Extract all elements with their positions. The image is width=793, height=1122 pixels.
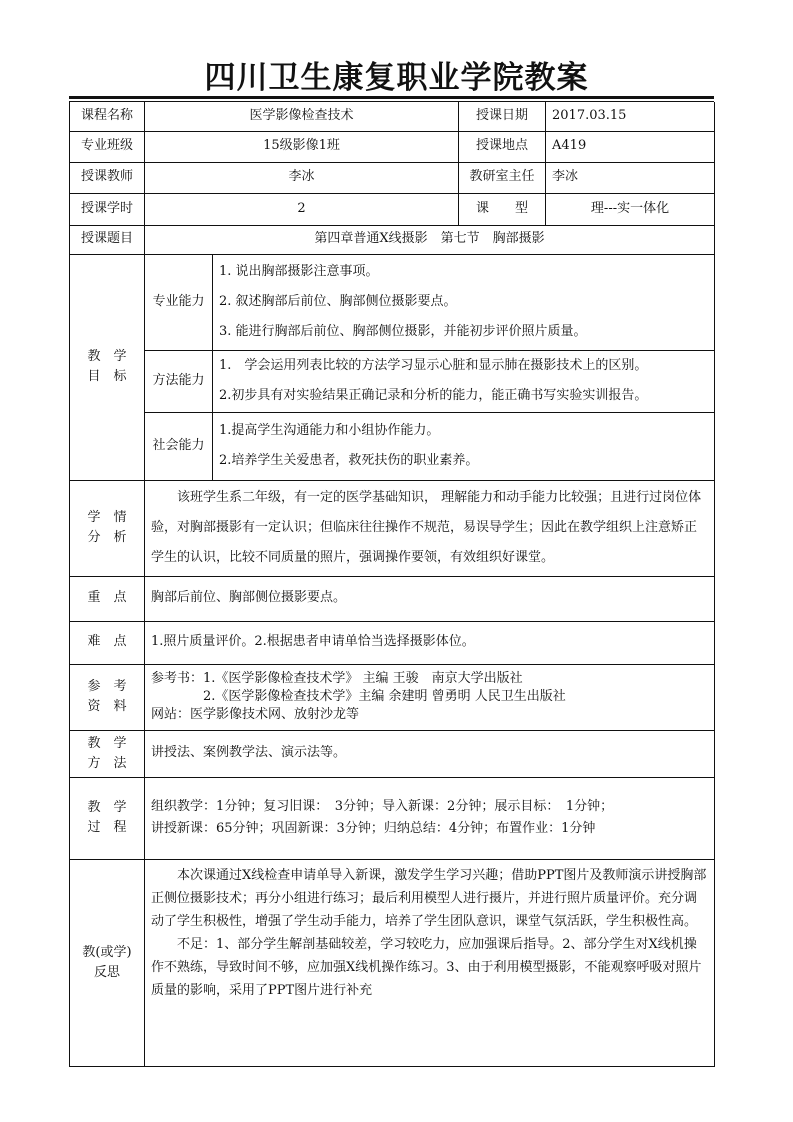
row-references (70, 664, 715, 730)
document-title: 四川卫生康复职业学院教案 (204, 60, 589, 96)
location-label: 授课地点 (459, 131, 546, 162)
reference-line-1: 参考书：1.《医学影像检查技术学》 主编 王骏 南京大学出版社 (151, 671, 523, 686)
location-value: A419 (546, 131, 715, 162)
course-label: 课程名称 (70, 102, 145, 131)
row-objective-professional (70, 254, 715, 350)
teacher-label: 授课教师 (70, 162, 145, 193)
method-item-2: 2.初步具有对实验结果正确记录和分析的能力，能正确书写实验实训报告。 (219, 388, 648, 403)
teaching-method-text: 讲授法、案例教学法、演示法等。 (145, 730, 715, 777)
director-label: 教研室主任 (459, 162, 546, 193)
difficulty-text: 1.照片质量评价。2.根据患者申请单恰当选择摄影体位。 (145, 621, 715, 664)
references-label-line2: 资 料 (87, 699, 127, 714)
type-label: 课 型 (459, 193, 546, 225)
class-value: 15级影像1班 (145, 131, 459, 162)
type-value: 理---实一体化 (546, 193, 715, 225)
reference-line-3: 网站：医学影像技术网、放射沙龙等 (151, 707, 360, 722)
reflection-text (145, 859, 715, 1066)
analysis-label (70, 480, 145, 576)
row-teacher (70, 162, 715, 193)
process-text (145, 777, 715, 859)
topic-label: 授课题目 (70, 225, 145, 254)
process-line-2: 讲授新课：65分钟；巩固新课：3分钟；归纳总结：4分钟；布置作业：1分钟 (151, 821, 596, 836)
reference-line-2: 2.《医学影像检查技术学》主编 余建明 曾勇明 人民卫生出版社 (151, 689, 566, 704)
method-item-1: 1. 学会运用列表比较的方法学习显示心脏和显示肺在摄影技术上的区别。 (219, 358, 648, 373)
professional-ability-items (213, 254, 715, 350)
keypoint-text: 胸部后前位、胸部侧位摄影要点。 (145, 576, 715, 621)
analysis-label-line2: 分 析 (87, 530, 127, 545)
reflection-label-line2: 反思 (93, 964, 120, 980)
row-class (70, 131, 715, 162)
process-line-1: 组织教学：1分钟；复习旧课： 3分钟；导入新课：2分钟；展示目标： 1分钟； (151, 799, 614, 814)
reflection-paragraph-2: 不足：1、部分学生解剖基础较差，学习较吃力，应加强课后指导。2、部分学生对X线机操作不熟练，导致时间不够，应加强X线机操作练习。3、由于利用模型摄影，不能观察呼吸对照片质量的影响，采用了PPT图片进行补充 (151, 936, 702, 998)
row-analysis (70, 480, 715, 576)
keypoint-label: 重 点 (70, 576, 145, 621)
hours-label: 授课学时 (70, 193, 145, 225)
row-reflection (70, 859, 715, 1066)
method-ability-label: 方法能力 (145, 350, 213, 412)
reflection-label-line1: 教(或学) (82, 944, 132, 960)
difficulty-label: 难 点 (70, 621, 145, 664)
process-label-line2: 过 程 (87, 820, 127, 835)
row-teaching-method (70, 730, 715, 777)
references-label (70, 664, 145, 730)
topic-value: 第四章普通X线摄影 第七节 胸部摄影 (145, 225, 715, 254)
row-objective-method (70, 350, 715, 412)
professional-ability-label: 专业能力 (145, 254, 213, 350)
course-value: 医学影像检查技术 (145, 102, 459, 131)
analysis-paragraph: 该班学生系二年级，有一定的医学基础知识， 理解能力和动手能力比较强；且进行过岗位体验，对胸部摄影有一定认识；但临床往往操作不规范，易误导学生；因此在教学组织上注意矫正学生的认识，比较不同质量的照片，强调操作要领，有效组织好课堂。 (151, 490, 702, 565)
row-difficulty (70, 621, 715, 664)
references-text (145, 664, 715, 730)
social-ability-items (213, 412, 715, 480)
hours-value: 2 (145, 193, 459, 225)
reflection-label (70, 859, 145, 1066)
objectives-label (70, 254, 145, 480)
social-item-2: 2.培养学生关爱患者，救死扶伤的职业素养。 (219, 453, 479, 468)
row-keypoint (70, 576, 715, 621)
references-label-line1: 参 考 (87, 679, 127, 694)
row-hours (70, 193, 715, 225)
analysis-label-line1: 学 情 (87, 510, 127, 525)
lesson-plan-table (69, 102, 715, 1067)
class-label: 专业班级 (70, 131, 145, 162)
teaching-method-label-line1: 教 学 (87, 735, 127, 751)
row-course (70, 102, 715, 131)
row-topic (70, 225, 715, 254)
reflection-paragraph-1: 本次课通过X线检查申请单导入新课，激发学生学习兴趣；借助PPT图片及教师演示讲授胸部正侧位摄影技术；再分小组进行练习；最后利用模型人进行摄片，并进行照片质量评价。充分调动了学生积极性，增强了学生动手能力，培养了学生团队意识，课堂气氛活跃，学生积极性高。 (151, 867, 707, 929)
objectives-label-line1: 教 学 (87, 349, 127, 364)
process-label-line1: 教 学 (87, 800, 127, 815)
professional-item-1: 1. 说出胸部摄影注意事项。 (219, 264, 379, 279)
date-label: 授课日期 (459, 102, 546, 131)
row-objective-social (70, 412, 715, 480)
professional-item-2: 2. 叙述胸部后前位、胸部侧位摄影要点。 (219, 294, 457, 309)
method-ability-items (213, 350, 715, 412)
social-ability-label: 社会能力 (145, 412, 213, 480)
social-item-1: 1.提高学生沟通能力和小组协作能力。 (219, 423, 440, 438)
row-process (70, 777, 715, 859)
teaching-method-label (70, 730, 145, 777)
director-value: 李冰 (546, 162, 715, 193)
title-rule-thick (69, 96, 714, 99)
teaching-method-label-line2: 方 法 (87, 755, 127, 771)
teacher-value: 李冰 (145, 162, 459, 193)
date-value: 2017.03.15 (546, 102, 715, 131)
professional-item-3: 3. 能进行胸部后前位、胸部侧位摄影，并能初步评价照片质量。 (219, 324, 587, 339)
process-label (70, 777, 145, 859)
analysis-text (145, 480, 715, 576)
objectives-label-line2: 目 标 (87, 369, 127, 384)
